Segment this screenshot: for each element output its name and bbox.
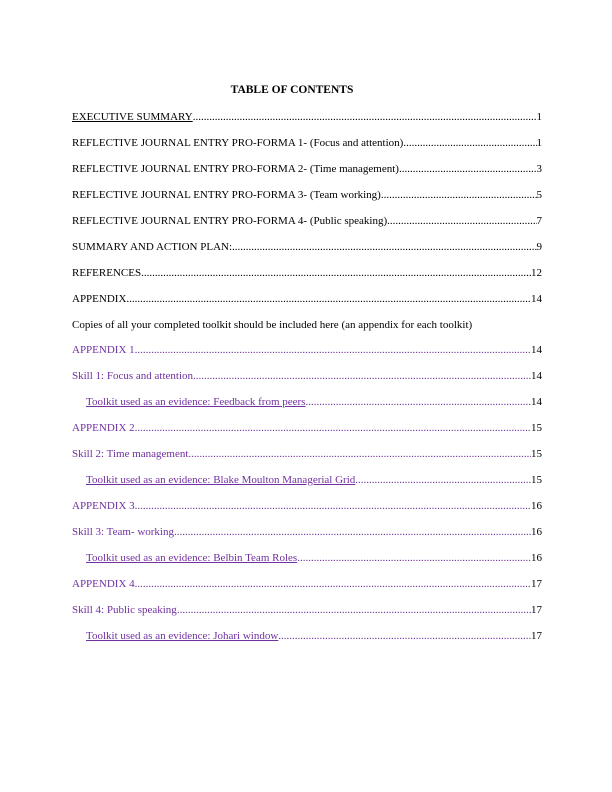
dot-leader bbox=[141, 266, 531, 280]
dot-leader bbox=[174, 525, 531, 539]
dot-leader bbox=[135, 343, 531, 357]
toc-entry-label: REFLECTIVE JOURNAL ENTRY PRO-FORMA 3- (Team working) bbox=[72, 189, 381, 201]
toc-page-number: 1 bbox=[536, 137, 542, 149]
toc-entry-label: REFLECTIVE JOURNAL ENTRY PRO-FORMA 2- (Time management) bbox=[72, 163, 399, 175]
toc-page-number: 16 bbox=[531, 552, 542, 564]
toc-entry-skill-1[interactable] bbox=[72, 369, 542, 383]
toc-entry-label: EXECUTIVE SUMMARY bbox=[72, 111, 193, 123]
document-page bbox=[72, 0, 542, 792]
toc-title: TABLE OF CONTENTS bbox=[230, 84, 354, 96]
toc-entry-label: REFLECTIVE JOURNAL ENTRY PRO-FORMA 4- (Public speaking) bbox=[72, 215, 388, 227]
toc-entry-label: SUMMARY AND ACTION PLAN: bbox=[72, 241, 233, 253]
toc-entry-label: APPENDIX bbox=[72, 293, 127, 305]
toc-page-number: 5 bbox=[536, 189, 542, 201]
toc-page-number: 15 bbox=[531, 422, 542, 434]
toc-entry-label: Toolkit used as an evidence: Johari window bbox=[86, 630, 279, 642]
dot-leader bbox=[305, 395, 531, 409]
toc-page-number: 9 bbox=[536, 241, 542, 253]
toc-page-number: 14 bbox=[531, 344, 542, 356]
dot-leader bbox=[135, 577, 531, 591]
toc-entry-label: REFLECTIVE JOURNAL ENTRY PRO-FORMA 1- (Focus and attention) bbox=[72, 137, 404, 149]
toc-page-number: 12 bbox=[531, 267, 542, 279]
toc-page-number: 17 bbox=[531, 604, 542, 616]
toc-entry-label: REFERENCES bbox=[72, 267, 142, 279]
toc-page-number: 14 bbox=[531, 370, 542, 382]
toc-entry-summary-action-plan[interactable] bbox=[72, 240, 542, 254]
toc-entry-toolkit-1[interactable] bbox=[86, 395, 542, 409]
toc-entry-skill-4[interactable] bbox=[72, 603, 542, 617]
toc-entry-toolkit-4[interactable] bbox=[86, 629, 542, 643]
dot-leader bbox=[193, 369, 531, 383]
toc-entry-skill-2[interactable] bbox=[72, 447, 542, 461]
toc-page-number: 15 bbox=[531, 474, 542, 486]
toc-entry-label: APPENDIX 2 bbox=[72, 422, 135, 434]
dot-leader bbox=[381, 188, 537, 202]
dot-leader bbox=[126, 292, 531, 306]
toc-page-number: 3 bbox=[536, 163, 542, 175]
dot-leader bbox=[193, 110, 537, 124]
toc-entry-label: APPENDIX 3 bbox=[72, 500, 135, 512]
toc-entry-journal-2[interactable] bbox=[72, 162, 542, 176]
toc-page-number: 16 bbox=[531, 500, 542, 512]
toc-entry-appendix-2[interactable] bbox=[72, 421, 542, 435]
dot-leader bbox=[355, 473, 531, 487]
toc-entry-toolkit-3[interactable] bbox=[86, 551, 542, 565]
toc-page-number: 7 bbox=[536, 215, 542, 227]
dot-leader bbox=[135, 499, 531, 513]
toc-entry-label: Toolkit used as an evidence: Belbin Team Roles bbox=[86, 552, 298, 564]
toc-entry-appendix-1[interactable] bbox=[72, 343, 542, 357]
toc-entry-label: Skill 2: Time management bbox=[72, 448, 189, 460]
dot-leader bbox=[135, 421, 531, 435]
toc-page-number: 14 bbox=[531, 293, 542, 305]
toc-page-number: 1 bbox=[536, 111, 542, 123]
toc-entry-executive-summary[interactable] bbox=[72, 110, 542, 124]
toc-entry-label: Skill 4: Public speaking bbox=[72, 604, 177, 616]
dot-leader bbox=[399, 162, 537, 176]
dot-leader bbox=[177, 603, 531, 617]
dot-leader bbox=[188, 447, 531, 461]
toc-entry-appendix-4[interactable] bbox=[72, 577, 542, 591]
dot-leader bbox=[232, 240, 536, 254]
dot-leader bbox=[278, 629, 531, 643]
toc-entry-label: APPENDIX 4 bbox=[72, 578, 135, 590]
toc-entry-skill-3[interactable] bbox=[72, 525, 542, 539]
toc-entry-journal-3[interactable] bbox=[72, 188, 542, 202]
toc-page-number: 17 bbox=[531, 578, 542, 590]
toc-entry-label: Toolkit used as an evidence: Feedback from peers bbox=[86, 396, 306, 408]
toc-entry-journal-4[interactable] bbox=[72, 214, 542, 228]
toc-entry-label: APPENDIX 1 bbox=[72, 344, 135, 356]
toc-entry-appendix[interactable] bbox=[72, 292, 542, 306]
toc-entry-appendix-3[interactable] bbox=[72, 499, 542, 513]
toc-page-number: 15 bbox=[531, 448, 542, 460]
toc-entry-label: Skill 3: Team- working bbox=[72, 526, 174, 538]
dot-leader bbox=[387, 214, 536, 228]
toc-entry-references[interactable] bbox=[72, 266, 542, 280]
toc-entry-toolkit-2[interactable] bbox=[86, 473, 542, 487]
dot-leader bbox=[403, 136, 536, 150]
toc-page-number: 17 bbox=[531, 630, 542, 642]
toc-entry-label: Toolkit used as an evidence: Blake Moulton Managerial Grid bbox=[86, 474, 356, 486]
toc-entry-journal-1[interactable] bbox=[72, 136, 542, 150]
toc-page-number: 14 bbox=[531, 396, 542, 408]
toc-page-number: 16 bbox=[531, 526, 542, 538]
appendix-note: Copies of all your completed toolkit should be included here (an appendix for each toolkit) bbox=[72, 319, 473, 331]
dot-leader bbox=[297, 551, 531, 565]
toc-entry-label: Skill 1: Focus and attention bbox=[72, 370, 193, 382]
